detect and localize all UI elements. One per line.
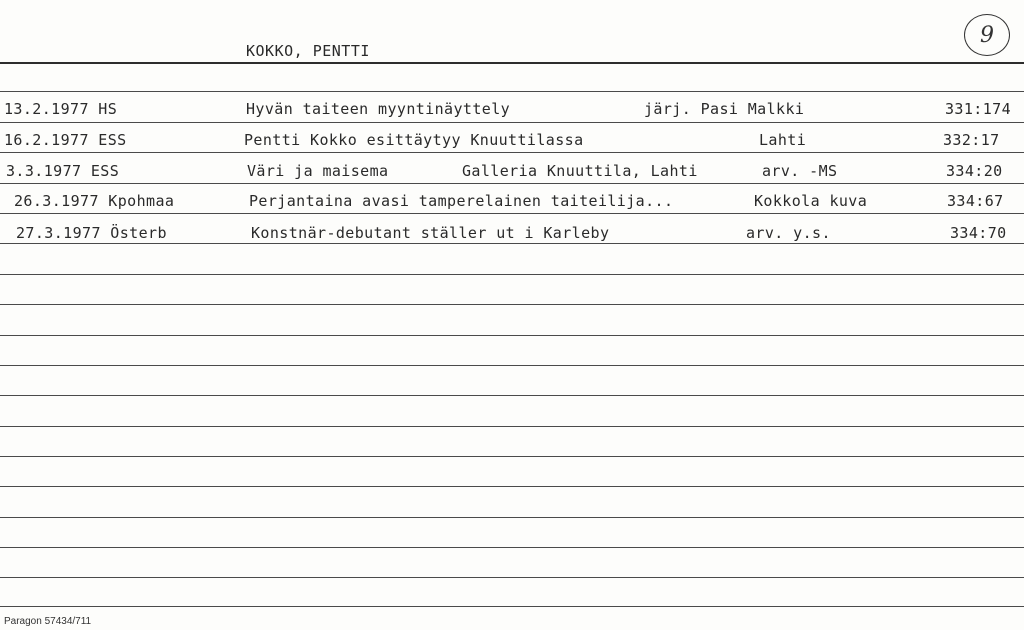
rule-line bbox=[0, 395, 1024, 396]
page-number-circle bbox=[964, 14, 1010, 56]
entry-row bbox=[0, 100, 1024, 124]
entry-date-source: 13.2.1977 HS bbox=[4, 100, 118, 118]
entry-title: Hyvän taiteen myyntinäyttely bbox=[246, 100, 511, 118]
rule-line bbox=[0, 547, 1024, 548]
entry-note: Kokkola kuva bbox=[754, 192, 868, 210]
entry-ref: 334:67 bbox=[947, 192, 1004, 210]
entry-ref: 334:20 bbox=[946, 162, 1003, 180]
entry-ref: 331:174 bbox=[945, 100, 1012, 118]
entry-row bbox=[0, 131, 1024, 155]
entry-date-source: 27.3.1977 Österb bbox=[16, 224, 167, 242]
rule-line bbox=[0, 606, 1024, 607]
entry-place: Galleria Knuuttila, Lahti bbox=[462, 162, 698, 180]
entry-title: Konstnär-debutant ställer ut i Karleby bbox=[251, 224, 610, 242]
entry-title: Pentti Kokko esittäytyy Knuuttilassa bbox=[244, 131, 584, 149]
entry-row bbox=[0, 224, 1024, 248]
entry-note: arv. y.s. bbox=[746, 224, 831, 242]
card-name: KOKKO, PENTTI bbox=[246, 42, 370, 60]
footer-printer-mark: Paragon 57434/711 bbox=[4, 616, 92, 627]
rule-line bbox=[0, 577, 1024, 578]
entry-note: Lahti bbox=[759, 131, 807, 149]
entry-date-source: 26.3.1977 Kpohmaa bbox=[14, 192, 175, 210]
entry-title: Väri ja maisema bbox=[247, 162, 389, 180]
entry-note: järj. Pasi Malkki bbox=[644, 100, 805, 118]
rule-line bbox=[0, 304, 1024, 305]
rule-line bbox=[0, 456, 1024, 457]
rule-line bbox=[0, 274, 1024, 275]
entry-date-source: 16.2.1977 ESS bbox=[4, 131, 127, 149]
rule-line bbox=[0, 365, 1024, 366]
entry-title: Perjantaina avasi tamperelainen taiteilija... bbox=[249, 192, 674, 210]
entry-ref: 334:70 bbox=[950, 224, 1007, 242]
page-number: 9 bbox=[980, 22, 994, 48]
rule-line bbox=[0, 426, 1024, 427]
entry-row bbox=[0, 162, 1024, 186]
entry-note: arv. -MS bbox=[762, 162, 838, 180]
entry-date-source: 3.3.1977 ESS bbox=[6, 162, 120, 180]
rule-line bbox=[0, 517, 1024, 518]
rule-line bbox=[0, 335, 1024, 336]
rule-line bbox=[0, 486, 1024, 487]
entry-ref: 332:17 bbox=[943, 131, 1000, 149]
rule-line bbox=[0, 91, 1024, 92]
header-rule bbox=[0, 62, 1024, 64]
entry-row bbox=[0, 192, 1024, 216]
